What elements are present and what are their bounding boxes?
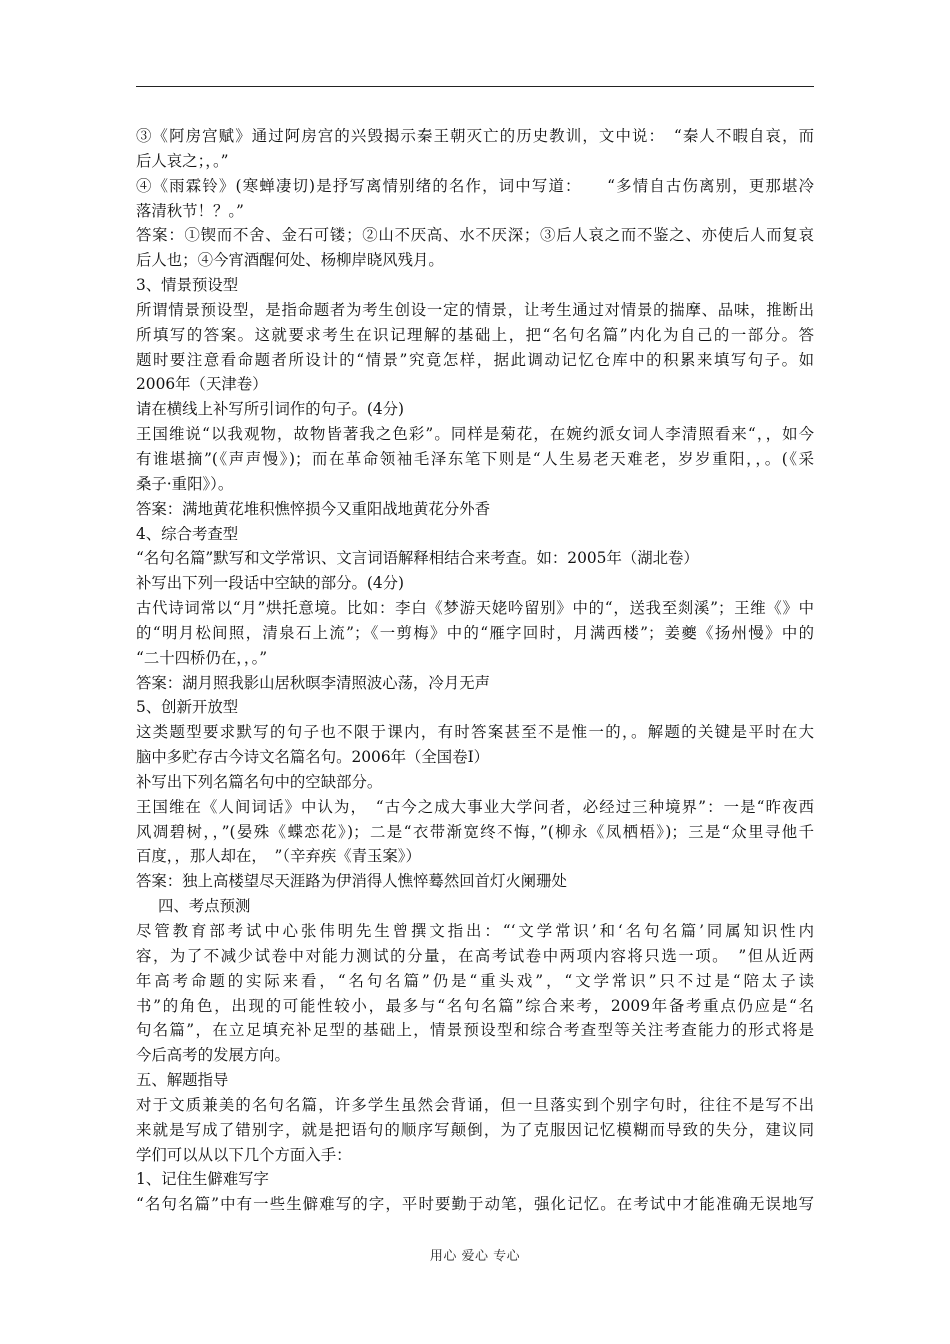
text-line: 的“明月松间照，清泉石上流”；《一剪梅》中的“雁字回时，月满西楼”；姜夔《扬州慢》中的: [136, 623, 814, 642]
section-heading: 五、解题指导: [136, 1071, 229, 1090]
section-heading: 1、记住生僻难写字: [136, 1170, 269, 1189]
page-footer: 用心 爱心 专心: [429, 1249, 521, 1264]
text-line: 风凋碧树，，”(晏殊《蝶恋花》)；二是“衣带渐宽终不悔，”(柳永《凤栖梧》)；三是“众里寻他千: [136, 822, 814, 841]
section-heading: 5、创新开放型: [136, 698, 239, 717]
text-line: 所填写的答案。这就要求考生在识记理解的基础上，把“名句名篇”内化为自己的一部分。答: [136, 325, 814, 344]
text-line: 句名篇”，在立足填充补足型的基础上，情景预设型和综合考查型等关注考查能力的形式将是: [136, 1021, 814, 1040]
text-line: ③《阿房宫赋》通过阿房宫的兴毁揭示秦王朝灭亡的历史教训，文中说： “秦人不暇自哀，而: [136, 127, 814, 145]
text-line: 年高考命题的实际来看，“名句名篇”仍是“重头戏”，“文学常识”只不过是“陪太子读: [136, 971, 814, 990]
text-line: 来就是写成了错别字，就是把语句的顺序写颠倒，为了克服因记忆模糊而导致的失分，建议同: [136, 1120, 814, 1139]
text-line: “名句名篇”中有一些生僻难写的字，平时要勤于动笔，强化记忆。在考试中才能准确无误地写: [136, 1195, 814, 1214]
section-heading: 3、情景预设型: [136, 276, 239, 295]
text-line: 容，为了不减少试卷中对能力测试的分量，在高考试卷中两项内容将只选一项。 ”但从近两: [136, 946, 814, 965]
text-line: 桑子·重阳》）。: [136, 474, 234, 493]
text-line: 请在横线上补写所引词作的句子。(4分): [136, 400, 405, 419]
text-line: 2006年（天津卷）: [136, 375, 268, 394]
header-rule: [136, 86, 814, 87]
text-line: 所谓情景预设型，是指命题者为考生创设一定的情景，让考生通过对情景的揣摩、品味，推断出: [136, 300, 814, 319]
text-line: 书”的角色，出现的可能性较小，最多与“名句名篇”综合来考，2009年备考重点仍应是“名: [136, 996, 814, 1015]
answer-line: 答案：①锲而不舍、金石可镂；②山不厌高、水不厌深；③后人哀之而不鉴之、亦使后人而复哀: [136, 226, 814, 245]
text-line: 百度，，那人却在， ”（辛弃疾《青玉案》）: [136, 847, 421, 866]
text-line: “名句名篇”默写和文学常识、文言词语解释相结合来考查。如：2005年（湖北卷）: [136, 549, 699, 568]
answer-line: 答案：湖月照我影山居秋暝李清照波心荡，冷月无声: [136, 673, 490, 692]
text-line: “二十四桥仍在，，。”: [136, 648, 268, 667]
text-line: 这类题型要求默写的句子也不限于课内，有时答案甚至不是惟一的，。解题的关键是平时在大: [136, 723, 814, 742]
text-line: 有谁堪摘”(《声声慢》)；而在革命领袖毛泽东笔下则是“人生易老天难老，岁岁重阳，，。(《采: [136, 449, 814, 468]
text-line: 尽管教育部考试中心张伟明先生曾撰文指出：“‘文学常识’和‘名句名篇’同属知识性内: [136, 922, 814, 940]
text-line: 今后高考的发展方向。: [136, 1046, 290, 1065]
answer-line: 后人也；④今宵酒醒何处、杨柳岸晓风残月。: [136, 251, 444, 270]
text-line: 补写出下列名篇名句中的空缺部分。: [136, 772, 383, 791]
text-line: 补写出下列一段话中空缺的部分。(4分): [136, 574, 405, 593]
text-line: 后人哀之；，。”: [136, 151, 229, 170]
text-line: 题时要注意看命题者所设计的“情景”究竟怎样，据此调动记忆仓库中的积累来填写句子。如: [136, 350, 814, 369]
text-line: 古代诗词常以“月”烘托意境。比如：李白《梦游天姥吟留别》中的“，送我至剡溪”；王维《》中: [136, 599, 814, 618]
text-line: 对于文质兼美的名句名篇，许多学生虽然会背诵，但一旦落实到个别字句时，往往不是写不出: [136, 1095, 814, 1114]
section-heading: 四、考点预测: [158, 897, 251, 916]
answer-line: 答案：满地黄花堆积憔悴损今又重阳战地黄花分外香: [136, 499, 490, 518]
text-line: 学们可以从以下几个方面入手：: [136, 1145, 352, 1164]
document-body: [136, 124, 814, 1217]
text-line: 王国维在《人间词话》中认为， “古今之成大事业大学问者，必经过三种境界”：一是“昨夜西: [136, 797, 814, 816]
text-line: 脑中多贮存古今诗文名篇名句。2006年（全国卷Ⅰ）: [136, 748, 490, 767]
text-line: 落清秋节！？。”: [136, 201, 244, 220]
text-line: 王国维说“以我观物，故物皆著我之色彩”。同样是菊花，在婉约派女词人李清照看来“，，如今: [136, 425, 814, 444]
text-line: ④《雨霖铃》(寒蝉凄切)是抒写离情别绪的名作，词中写道： “多情自古伤离别，更那堪冷: [136, 176, 814, 195]
answer-line: 答案：独上高楼望尽天涯路为伊消得人憔悴蓦然回首灯火阑珊处: [136, 872, 567, 891]
section-heading: 4、综合考查型: [136, 524, 239, 543]
